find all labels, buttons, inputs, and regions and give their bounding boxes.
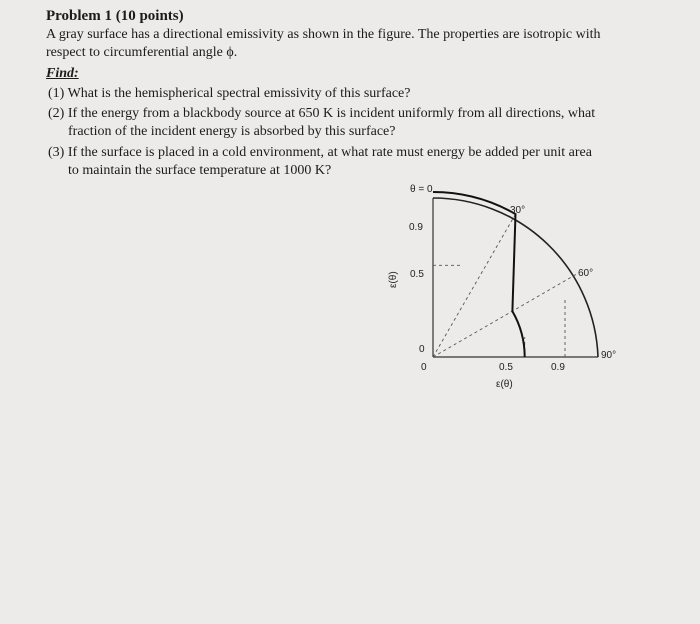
intro-line-2: respect to circumferential angle ϕ. — [46, 45, 238, 60]
x-axis-label: ε(θ) — [496, 379, 513, 390]
y-tick-0: 0 — [419, 344, 425, 355]
find-label: Find: — [46, 66, 79, 81]
dashed-guides — [433, 214, 576, 357]
intro-line-1: A gray surface has a directional emissivity as shown in the figure. The properties are isotropic with — [46, 27, 601, 42]
angle-label-30: 30° — [510, 205, 526, 216]
question-3-line-2: to maintain the surface temperature at 1000 K? — [68, 163, 332, 178]
x-origin-label: 0 — [421, 362, 427, 373]
theta-zero-label: θ = 0 — [410, 184, 433, 195]
problem-title: Problem 1 (10 points) — [46, 8, 184, 24]
x-tick-0.5: 0.5 — [499, 362, 513, 373]
angle-label-90: 90° — [601, 350, 617, 361]
question-2-line-1: (2) If the energy from a blackbody source at 650 K is incident uniformly from all directions, what — [48, 106, 596, 121]
y-tick-0.5: 0.5 — [410, 269, 424, 280]
question-3-line-1: (3) If the surface is placed in a cold environment, at what rate must energy be added per unit area — [48, 145, 592, 160]
radial-guide-60 — [433, 275, 576, 358]
question-1: (1) What is the hemispherical spectral emissivity of this surface? — [48, 86, 411, 101]
angle-label-60: 60° — [578, 268, 594, 279]
question-2-line-2: fraction of the incident energy is absorbed by this surface? — [68, 124, 396, 139]
y-tick-0.9: 0.9 — [409, 222, 423, 233]
y-axis-label: ε(θ) — [388, 271, 399, 288]
x-tick-0.9: 0.9 — [551, 362, 565, 373]
radial-guide-30 — [433, 214, 516, 357]
